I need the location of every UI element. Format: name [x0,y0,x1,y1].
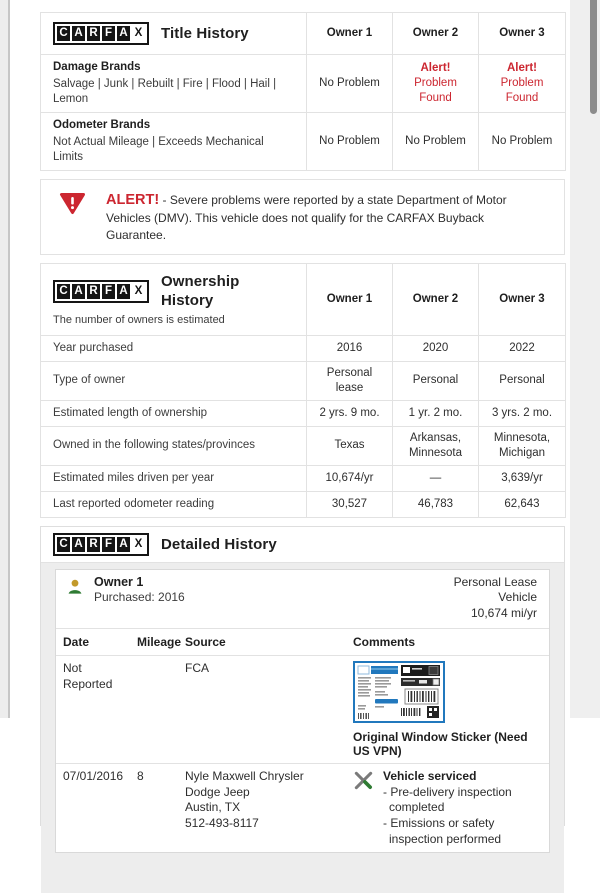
alert-word: ALERT! [106,191,160,208]
cell-value: Personal [479,361,566,400]
logo-letter: C [57,284,70,299]
table-row-length-of-ownership [41,400,566,426]
damage-owner1-value: No Problem [307,55,393,113]
damage-owner3-value [479,55,566,113]
column-header-owner3: Owner 3 [479,13,566,55]
title-history-heading: Title History [161,24,249,42]
logo-letter: A [72,537,85,552]
alert-triangle-icon [59,192,86,216]
logo-letter: X [132,26,145,41]
cell-value: 30,527 [307,491,393,517]
row-label: Odometer Brands [53,118,151,131]
logo-letter: A [72,284,85,299]
detail-date: Not Reported [56,656,130,764]
cell-value: 3,639/yr [479,465,566,491]
logo-letter: F [102,26,115,41]
cell-value: Minnesota, Michigan [479,426,566,465]
cell-value: — [393,465,479,491]
row-sublabel: Salvage | Junk | Rebuilt | Fire | Flood | Hail | Lemon [53,77,277,105]
odometer-owner1-value: No Problem [307,112,393,170]
service-title: Vehicle serviced [383,769,477,784]
row-label: Estimated length of ownership [41,400,307,426]
alert-detail: Problem Found [414,76,457,104]
damage-owner2-value [393,55,479,113]
logo-letter: F [102,284,115,299]
logo-letter: C [57,537,70,552]
cell-value: 3 yrs. 2 mo. [479,400,566,426]
detailed-history-heading: Detailed History [161,535,277,553]
odometer-owner3-value: No Problem [479,112,566,170]
cell-value: 62,643 [479,491,566,517]
ownership-subtitle: The number of owners is estimated [53,313,225,326]
cell-value: 2020 [393,335,479,361]
cell-value: 46,783 [393,491,479,517]
detail-row-vehicle-serviced [56,764,549,852]
cell-value: 1 yr. 2 mo. [393,400,479,426]
row-sublabel: Not Actual Mileage | Exceeds Mechanical Limits [53,135,264,163]
cell-value: Personal [393,361,479,400]
left-gutter [0,0,10,718]
window-sticker-thumbnail[interactable] [353,661,545,758]
row-label: Owned in the following states/provinces [41,426,307,465]
odometer-owner2-value: No Problem [393,112,479,170]
window-sticker-image [353,661,445,723]
logo-letter: R [87,537,100,552]
logo-letter: A [117,284,130,299]
cell-value: Texas [307,426,393,465]
logo-letter: C [57,26,70,41]
detailed-history-section [40,526,565,846]
owner-vehicle-label: Vehicle [498,590,537,605]
col-header-comments: Comments [353,635,416,650]
row-label: Damage Brands [53,61,141,73]
row-label: Type of owner [41,361,307,400]
col-header-date: Date [63,635,90,650]
cell-value: 2016 [307,335,393,361]
ownership-history-table [40,263,566,518]
scrollbar-thumb[interactable] [590,0,597,114]
cell-value: 2022 [479,335,566,361]
alert-body-text: - Severe problems were reported by a state Department of Motor Vehicles (DMV). This vehicle does not qualify for the CARFAX Buyback Guarantee. [106,192,507,242]
detail-table-header-row [56,629,549,656]
source-line: Dodge Jeep [185,784,250,799]
person-icon [66,578,84,596]
table-row-owned-states [41,426,566,465]
detailed-history-body [41,563,564,893]
alert-label: Alert! [506,62,538,74]
source-line: Nyle Maxwell Chrysler [185,769,304,784]
column-header-owner1: Owner 1 [307,263,393,335]
detail-source: FCA [178,656,346,764]
col-header-mileage: Mileage [137,635,182,650]
logo-letter: X [132,537,145,552]
cell-value: Arkansas, Minnesota [393,426,479,465]
carfax-logo [53,22,149,45]
table-row-last-odometer [41,491,566,517]
owner1-summary [56,570,549,630]
source-line: Austin, TX [185,800,241,815]
table-row-miles-per-year [41,465,566,491]
ownership-header-row [41,263,566,335]
row-label: Estimated miles driven per year [41,465,307,491]
title-history-table [40,12,566,171]
logo-letter: A [117,26,130,41]
right-gutter [570,0,600,718]
detailed-history-table [56,629,549,852]
owner-type: Personal Lease [453,574,537,589]
cell-value: 2 yrs. 9 mo. [307,400,393,426]
detail-mileage: 8 [130,764,178,852]
source-line: 512-493-8117 [185,816,259,831]
owner-summary-right [454,575,537,622]
alert-message [106,190,548,244]
col-header-source: Source [185,635,226,650]
column-header-owner1: Owner 1 [307,13,393,55]
title-history-header-row [41,13,566,55]
table-row-odometer-brands [41,112,566,170]
row-label: Last reported odometer reading [41,491,307,517]
table-row-year-purchased [41,335,566,361]
detailed-history-header [41,527,564,563]
detail-source [178,764,346,852]
owner-purchased: Purchased: 2016 [94,589,185,604]
row-label: Year purchased [41,335,307,361]
detail-mileage [130,656,178,764]
detail-row-window-sticker [56,656,549,764]
column-header-owner2: Owner 2 [393,13,479,55]
carfax-logo [53,533,149,556]
table-row-damage-brands [41,55,566,113]
logo-letter: R [87,26,100,41]
logo-letter: A [72,26,85,41]
owner-miles-per-year: 10,674 mi/yr [470,605,537,620]
detail-comments [346,656,549,764]
owner1-history-card [55,569,550,854]
owner-name: Owner 1 [94,574,144,589]
column-header-owner2: Owner 2 [393,263,479,335]
alert-detail: Problem Found [500,76,544,104]
carfax-logo [53,280,149,303]
table-row-type-of-owner [41,361,566,400]
service-item: - Pre-delivery inspection completed [383,784,512,815]
logo-letter: X [132,284,145,299]
alert-label: Alert! [420,62,451,74]
detail-comments [346,764,549,852]
column-header-owner3: Owner 3 [479,263,566,335]
detail-date: 07/01/2016 [56,764,130,852]
logo-letter: R [87,284,100,299]
logo-letter: A [117,537,130,552]
window-sticker-caption[interactable]: Original Window Sticker (Need US VPN) [353,729,528,759]
logo-letter: F [102,537,115,552]
cell-value: Personal lease [307,361,393,400]
service-item: - Emissions or safety inspection performed [383,816,502,846]
cell-value: 10,674/yr [307,465,393,491]
service-tools-icon [353,770,374,791]
ownership-history-heading: Ownership History [161,272,240,310]
dmv-alert-banner [40,179,565,255]
report-content [12,0,570,846]
